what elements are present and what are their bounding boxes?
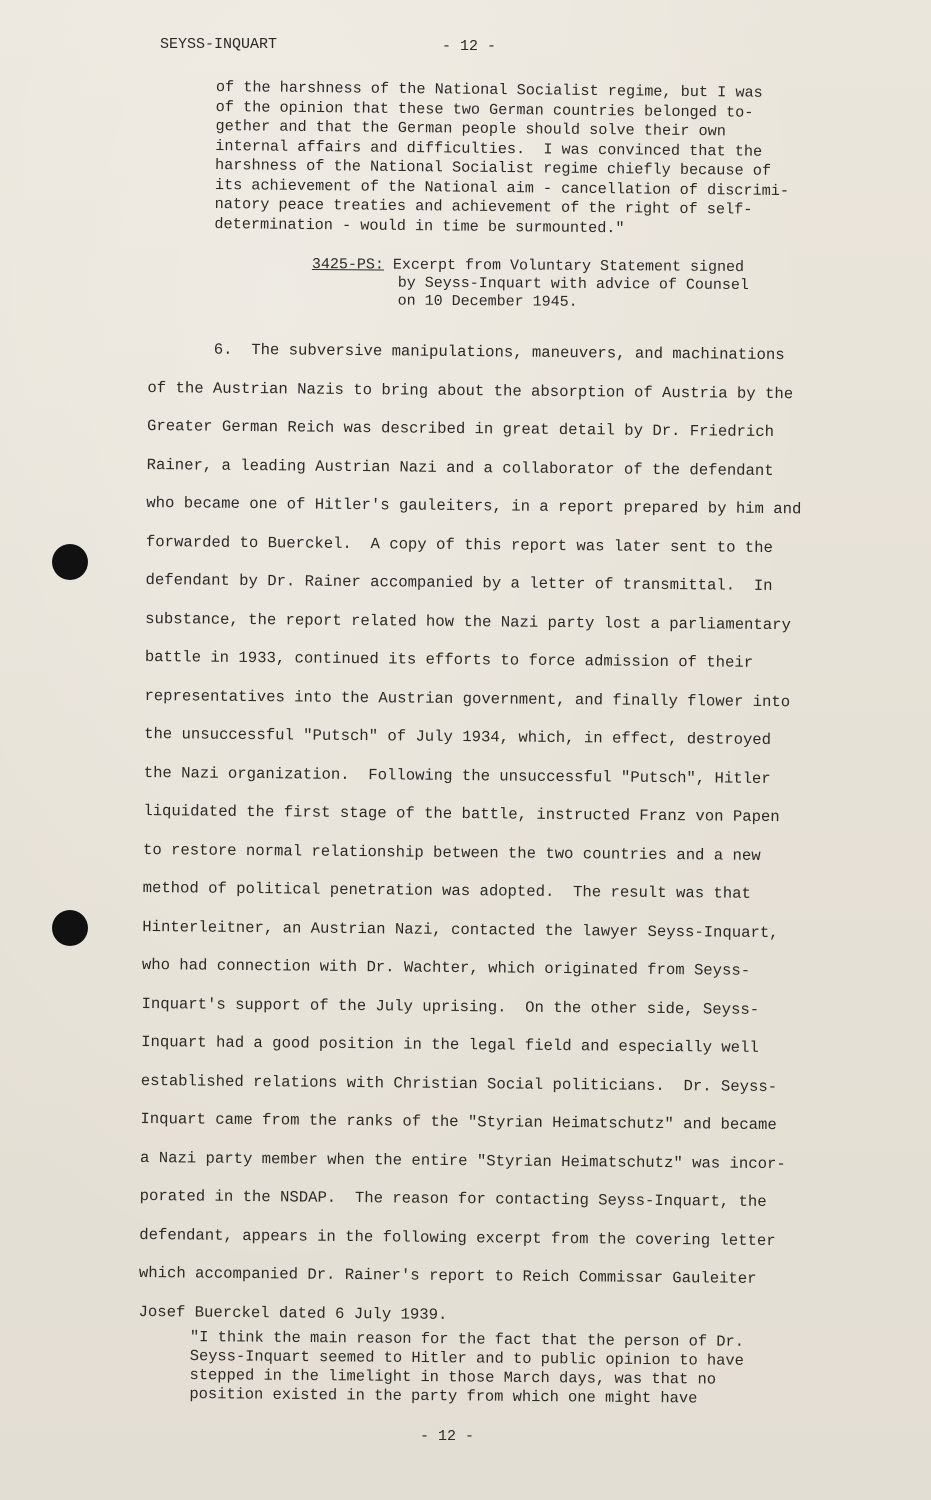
- document-citation: [312, 256, 792, 313]
- quote-bottom-line: Seyss-Inquart seemed to Hitler and to public opinion to have: [189, 1346, 744, 1370]
- quote-top-line: determination - would in time be surmounted.": [214, 214, 625, 237]
- body-line: a Nazi party member when the entire "Styrian Heimatschutz" was incor-: [139, 1148, 786, 1173]
- page-footer-number: - 12 -: [420, 1428, 475, 1445]
- quote-bottom-line: "I think the main reason for the fact that the person of Dr.: [189, 1328, 745, 1351]
- header-page-number: - 12 -: [442, 38, 497, 55]
- citation-line-3: on 10 December 1945.: [397, 292, 578, 311]
- quote-bottom-line: stepped in the limelight in those March days, was that no: [189, 1365, 717, 1389]
- citation-text: Excerpt from Voluntary Statement signed: [383, 256, 745, 277]
- punch-hole-bottom: [52, 910, 88, 946]
- body-line: of the Austrian Nazis to bring about the absorption of Austria by the: [147, 378, 794, 403]
- body-line: Greater German Reich was described in great detail by Dr. Friedrich: [146, 416, 775, 442]
- body-line: Inquart's support of the July uprising. On the other side, Seyss-: [141, 994, 760, 1019]
- body-line: to restore normal relationship between the two countries and a new: [142, 840, 761, 865]
- body-line: Inquart had a good position in the legal field and especially well: [141, 1032, 759, 1057]
- body-line: substance, the report related how the Nazi party lost a parliamentary: [145, 609, 791, 634]
- quote-top-line: harshness of the National Socialist regime chiefly because of: [214, 155, 772, 180]
- body-line: who became one of Hitler's gauleiters, in a report prepared by him and: [146, 493, 802, 519]
- body-line: established relations with Christian Social politicians. Dr. Seyss-: [140, 1071, 778, 1096]
- body-line: the unsuccessful "Putsch" of July 1934, which, in effect, destroyed: [144, 724, 772, 749]
- quote-top: [214, 78, 816, 240]
- body-line: battle in 1933, continued its efforts to force admission of their: [144, 647, 754, 672]
- quote-bottom-line: position existed in the party from which one might have: [189, 1384, 698, 1408]
- body-line: porated in the NSDAP. The reason for contacting Seyss-Inquart, the: [139, 1186, 767, 1211]
- body-line: liquidated the first stage of the battle, instructed Franz von Papen: [143, 801, 780, 827]
- quote-top-line: internal affairs and difficulties. I was convinced that the: [215, 136, 763, 161]
- body-line: representatives into the Austrian government, and finally flower into: [144, 686, 791, 711]
- citation-line-1: [312, 256, 792, 277]
- body-line: defendant, appears in the following excerpt from the covering letter: [139, 1225, 776, 1250]
- body-line: forwarded to Buerckel. A copy of this report was later sent to the: [145, 532, 774, 557]
- body-line: which accompanied Dr. Rainer's report to Reich Commissar Gauleiter: [138, 1263, 757, 1288]
- citation-reference: 3425-PS:: [311, 256, 385, 274]
- header-defendant-name: SEYSS-INQUART: [160, 36, 278, 53]
- quote-top-line: of the opinion that these two German countries belonged to-: [215, 97, 754, 122]
- body-line: the Nazi organization. Following the unsuccessful "Putsch", Hitler: [143, 763, 771, 788]
- body-line: Hinterleitner, an Austrian Nazi, contacted the lawyer Seyss-Inquart,: [142, 917, 779, 942]
- body-line: defendant by Dr. Rainer accompanied by a letter of transmittal. In: [145, 570, 773, 596]
- body-line: Rainer, a leading Austrian Nazi and a collaborator of the defendant: [146, 455, 774, 480]
- citation-line-2: by Seyss-Inquart with advice of Counsel: [397, 274, 749, 295]
- quote-top-line: gether and that the German people should solve their own: [215, 116, 726, 141]
- punch-hole-top: [52, 544, 88, 580]
- body-line: method of political penetration was adopted. The result was that: [142, 878, 751, 903]
- quote-bottom: [189, 1328, 810, 1409]
- body-line: who had connection with Dr. Wachter, which originated from Seyss-: [141, 955, 751, 980]
- body-line: 6. The subversive manipulations, maneuvers, and machinations: [213, 340, 785, 365]
- quote-top-line: of the harshness of the National Socialist regime, but I was: [215, 78, 763, 102]
- paragraph-6: [138, 330, 848, 1338]
- quote-top-line: natory peace treaties and achievement of the right of self-: [214, 194, 753, 219]
- quote-top-line: its achievement of the National aim - cancellation of discrimi-: [214, 175, 790, 200]
- body-line: Inquart came from the ranks of the "Styrian Heimatschutz" and became: [140, 1109, 777, 1135]
- page-header: [160, 36, 811, 60]
- body-line: Josef Buerckel dated 6 July 1939.: [138, 1302, 448, 1324]
